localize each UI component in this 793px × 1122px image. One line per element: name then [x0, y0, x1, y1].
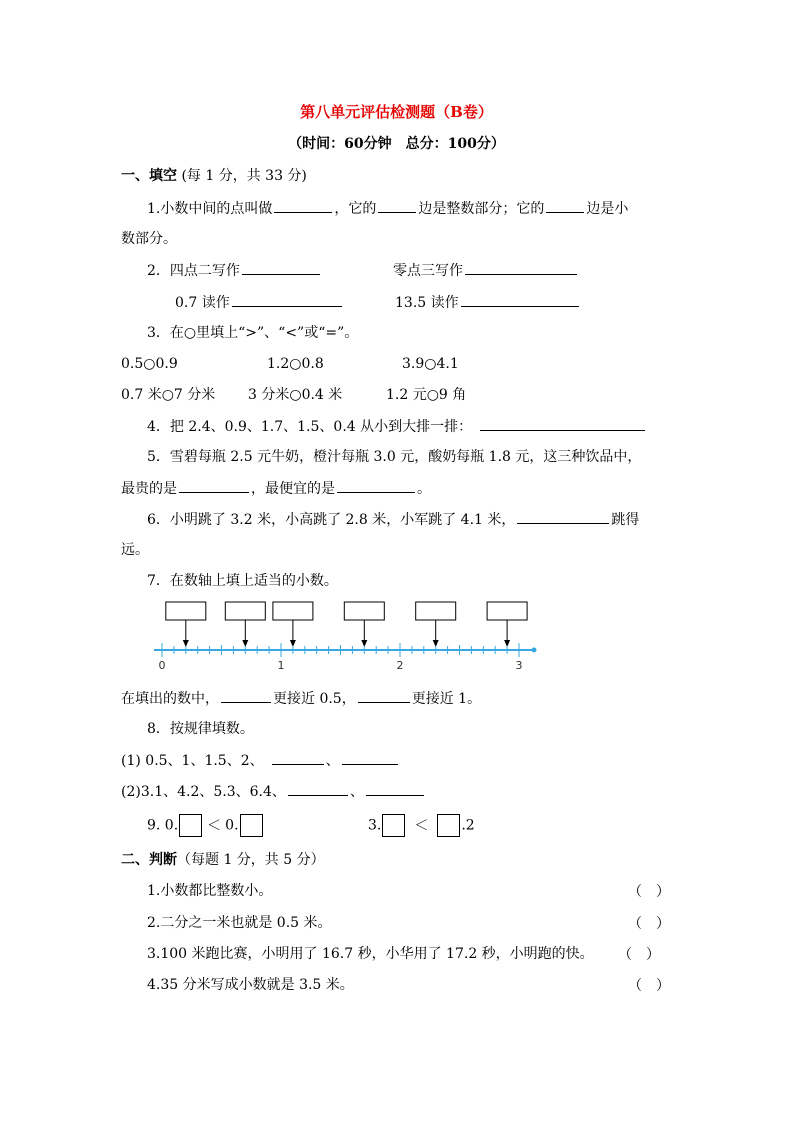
answer-box[interactable] — [225, 602, 265, 620]
q8-blank-3[interactable] — [288, 781, 348, 796]
q8-blank-4[interactable] — [366, 781, 424, 796]
q8-stem: 8．按规律填数。 — [147, 721, 254, 737]
q2-blank-3[interactable] — [232, 292, 342, 307]
judge-item-1: 1.小数都比整数小。 — [147, 883, 273, 899]
q1-text-d: 边是小 — [586, 201, 629, 217]
q5-blank-2[interactable] — [337, 478, 415, 493]
q9-box-4[interactable] — [437, 814, 460, 837]
q6-text-a: 6．小明跳了 3.2 米，小高跳了 2.8 米，小军跳了 4.1 米， — [147, 512, 516, 528]
q1-blank-1[interactable] — [274, 198, 332, 213]
q2-text-b: 零点三写作 — [393, 263, 463, 279]
judge-answer-2[interactable]: （ ） — [628, 916, 670, 932]
judge-answer-3[interactable]: （ ） — [618, 947, 660, 963]
q2-blank-1[interactable] — [242, 260, 320, 275]
q6-blank[interactable] — [517, 509, 609, 524]
judge-item-4: 4.35 分米写成小数就是 3.5 米。 — [147, 977, 354, 993]
q9-lt2: ＜ — [414, 817, 429, 834]
judge-item-3: 3.100 米跑比赛，小明用了 16.7 秒，小华用了 17.2 秒，小明跑的快。 — [147, 946, 594, 962]
q3-item[interactable]: 3.9○4.1 — [402, 356, 459, 372]
q2-line2-left — [175, 292, 344, 313]
q7-blank-2[interactable] — [358, 688, 410, 703]
section2-header — [121, 850, 325, 870]
q1-text-a: 1.小数中间的点叫做 — [147, 201, 273, 217]
q8-blank-2[interactable] — [342, 750, 398, 765]
q2-line1-left — [147, 260, 322, 281]
judge-item-2: 2.二分之一米也就是 0.5 米。 — [147, 915, 332, 931]
q8-part2 — [121, 781, 426, 802]
answer-box[interactable] — [487, 602, 527, 620]
q4-text: 4．把 2.4、0.9、1.7、1.5、0.4 从小到大排一排： — [147, 419, 473, 435]
judge-answer-4[interactable]: （ ） — [628, 978, 670, 994]
q2-line1-right — [393, 260, 579, 281]
q9-lt: ＜ — [207, 817, 222, 834]
pointer-arrow-head — [183, 640, 189, 647]
answer-box[interactable] — [344, 602, 384, 620]
section2-heading: 二、判断 — [121, 852, 177, 868]
pointer-arrow-head — [242, 640, 248, 647]
q8-part1 — [121, 750, 400, 771]
q6-line1 — [147, 509, 639, 530]
page-title: 第八单元评估检测题（B卷） — [300, 103, 493, 121]
section1-heading: 一、填空 — [121, 168, 177, 184]
pointer-arrow-head — [433, 640, 439, 647]
q3-item[interactable]: 1.2○0.8 — [267, 356, 324, 372]
q8-blank-1[interactable] — [272, 750, 324, 765]
q9-box-1[interactable] — [179, 814, 202, 837]
section2-note: （每题 1 分，共 5 分） — [177, 852, 325, 868]
number-line — [140, 598, 560, 676]
q9-text-b: 0. — [225, 817, 239, 834]
q7-follow — [121, 688, 481, 709]
q2-text-c: 0.7 读作 — [175, 295, 230, 311]
q8-sep: 、 — [325, 753, 340, 769]
q5-text-a: 最贵的是 — [121, 481, 177, 497]
q9-box-2[interactable] — [240, 814, 263, 837]
q1-line1 — [147, 198, 628, 219]
section1-header — [121, 166, 307, 186]
q5-line2 — [121, 478, 431, 499]
pointer-arrow-head — [290, 640, 296, 647]
axis-tick-label: 0 — [158, 659, 166, 672]
q2-line2-right — [395, 292, 581, 313]
judge-answer-1[interactable]: （ ） — [628, 884, 670, 900]
q3-stem: 3．在○里填上“>”、“<”或“=”。 — [147, 325, 359, 341]
axis-end-dot — [532, 648, 537, 653]
q5-text-b: ，最便宜的是 — [251, 481, 335, 497]
q3-item[interactable]: 0.5○0.9 — [121, 356, 178, 372]
q5-blank-1[interactable] — [179, 478, 249, 493]
axis-tick-label: 3 — [515, 659, 523, 672]
q5-line1: 5．雪碧每瓶 2.5 元牛奶，橙汁每瓶 3.0 元，酸奶每瓶 1.8 元，这三种饮品中， — [147, 449, 642, 465]
q1-text-b: ，它的 — [334, 201, 377, 217]
q4-line — [147, 416, 647, 437]
q8-part1-text: (1) 0.5、1、1.5、2、 — [121, 753, 264, 769]
answer-box[interactable] — [416, 602, 456, 620]
q7-follow-b: 更接近 0.5， — [273, 691, 356, 707]
q1-blank-3[interactable] — [546, 198, 584, 213]
axis-tick-label: 2 — [396, 659, 404, 672]
q7-follow-a: 在填出的数中， — [121, 691, 219, 707]
q2-blank-4[interactable] — [461, 292, 579, 307]
q3-item[interactable]: 3 分米○0.4 米 — [248, 387, 343, 403]
q4-blank[interactable] — [480, 416, 645, 431]
q9-right — [368, 814, 475, 837]
q9-text-d: .2 — [461, 817, 475, 834]
q7-stem: 7．在数轴上填上适当的小数。 — [147, 573, 338, 589]
q9-box-3[interactable] — [382, 814, 405, 837]
q3-item[interactable]: 1.2 元○9 角 — [386, 387, 467, 403]
q5-text-c: 。 — [417, 481, 431, 497]
q9-text-a: 9. 0. — [147, 817, 179, 834]
q9-text-c: 3. — [368, 817, 382, 834]
q2-text-d: 13.5 读作 — [395, 295, 459, 311]
q6-text-b: 跳得 — [611, 512, 640, 528]
pointer-arrow-head — [504, 640, 510, 647]
q8-sep: 、 — [349, 784, 364, 800]
answer-box[interactable] — [273, 602, 313, 620]
q2-text-a: 2．四点二写作 — [147, 263, 240, 279]
q8-part2-text: (2)3.1、4.2、5.3、6.4、 — [121, 784, 286, 800]
answer-box[interactable] — [166, 602, 206, 620]
q9-left — [147, 814, 264, 837]
q1-text-e: 数部分。 — [121, 231, 177, 247]
pointer-arrow-head — [361, 640, 367, 647]
q1-text-c: 边是整数部分；它的 — [418, 201, 545, 217]
q6-text-c: 远。 — [121, 542, 149, 558]
q3-item[interactable]: 0.7 米○7 分米 — [121, 387, 216, 403]
q7-blank-1[interactable] — [221, 688, 271, 703]
section1-note: (每 1 分，共 33 分) — [181, 168, 307, 184]
axis-tick-label: 1 — [277, 659, 285, 672]
q7-follow-c: 更接近 1。 — [411, 691, 482, 707]
page-subtitle: （时间：60分钟 总分：100分） — [288, 136, 505, 152]
q2-blank-2[interactable] — [465, 260, 577, 275]
q1-blank-2[interactable] — [378, 198, 416, 213]
